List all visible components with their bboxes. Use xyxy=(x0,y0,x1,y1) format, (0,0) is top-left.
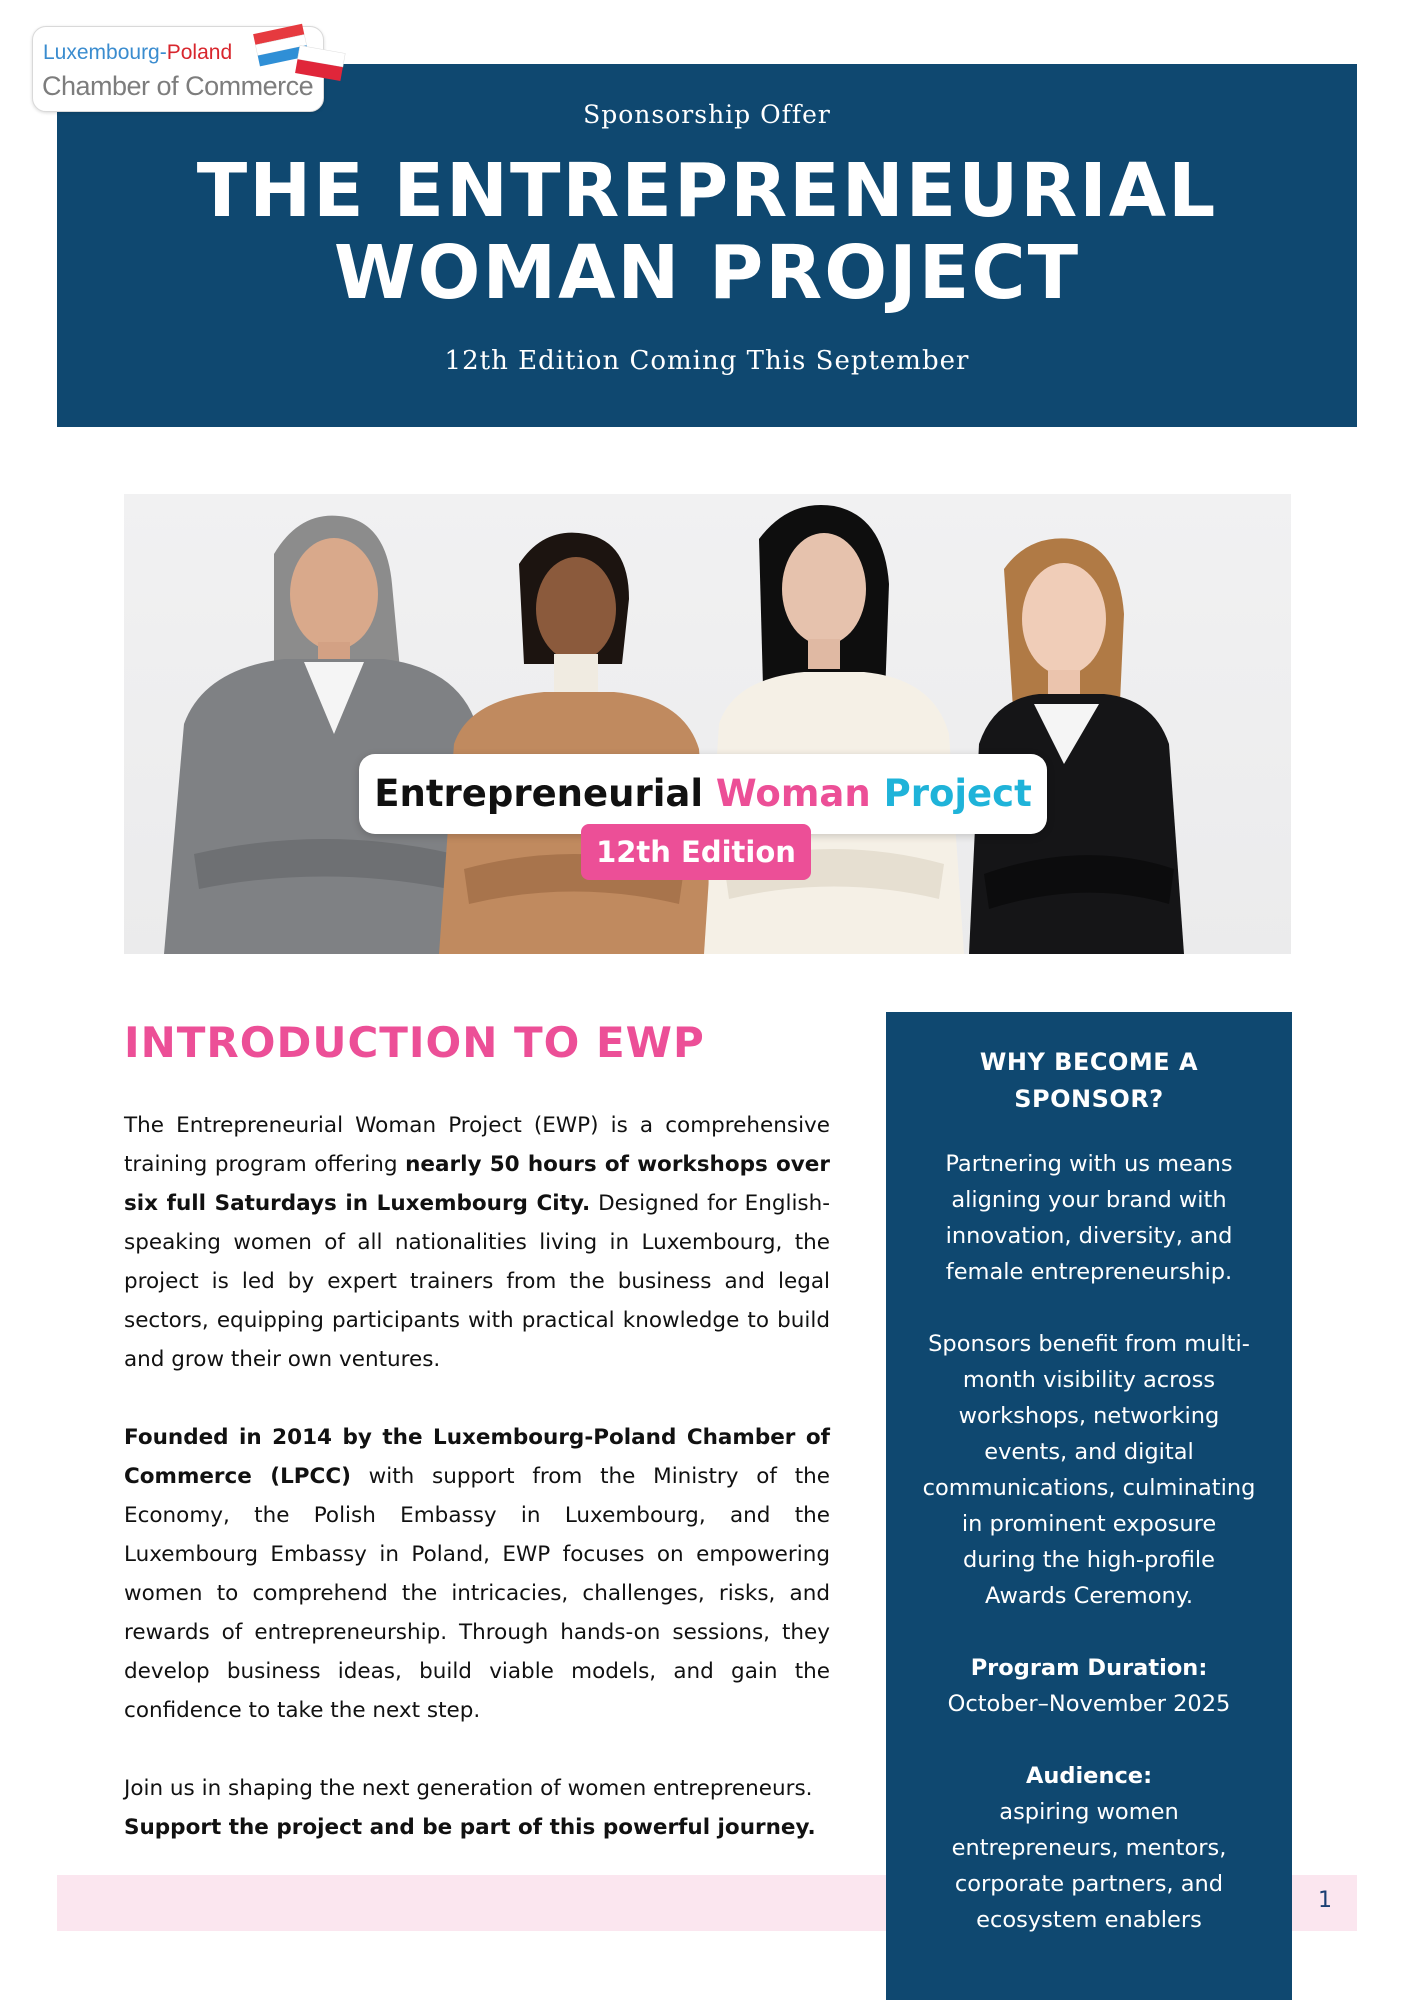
badge-word-entrepreneurial: Entrepreneurial xyxy=(374,772,704,815)
intro-paragraph-3: Join us in shaping the next generation of women entrepreneurs. Support the project and be part of this powerful journey. xyxy=(124,1776,816,1840)
badge-word-project: Project xyxy=(883,772,1032,815)
sidebar-paragraph-1: Partnering with us means aligning your brand with innovation, diversity, and female entrepreneurship. xyxy=(945,1151,1233,1285)
hero-kicker: Sponsorship Offer xyxy=(583,100,831,129)
sidebar-title: WHY BECOME A SPONSOR? xyxy=(979,1048,1199,1113)
flags-icon xyxy=(249,19,349,89)
sidebar-paragraph-2: Sponsors benefit from multi-month visibility across workshops, networking events, and digital communications, culminating in prominent exposure during the high-profile Awards Ceremony. xyxy=(922,1331,1256,1609)
intro-heading: INTRODUCTION TO EWP xyxy=(124,1018,705,1067)
sidebar-body xyxy=(922,1146,1256,1974)
hero-title-line-2: WOMAN PROJECT xyxy=(333,230,1081,316)
program-duration xyxy=(922,1650,1256,1722)
hero-subtitle: 12th Edition Coming This September xyxy=(444,346,970,376)
intro-paragraph-1: The Entrepreneurial Woman Project (EWP) is a comprehensive training program offering nearly 50 hours of workshops over six full Saturdays in Luxembourg City. Designed for English-speaking women of all nationalities living in Luxembourg, the project is led by expert trainers from the business and legal sectors, equipping participants with practical knowledge to build and grow their own ventures. xyxy=(124,1113,830,1372)
hero-title-line-1: THE ENTREPRENEURIAL xyxy=(196,148,1218,234)
logo-dash: - xyxy=(159,41,167,64)
hero-title xyxy=(57,150,1357,314)
intro-body xyxy=(124,1106,830,1847)
audience xyxy=(922,1758,1256,1938)
badge-word-woman: Woman xyxy=(715,772,871,815)
project-photo xyxy=(124,494,1291,954)
duration-label: Program Duration: xyxy=(970,1655,1208,1681)
duration-value: October–November 2025 xyxy=(947,1691,1231,1717)
woman-figure-3 xyxy=(704,505,964,954)
woman-figure-2 xyxy=(439,533,714,954)
project-title-badge xyxy=(359,754,1047,834)
edition-badge: 12th Edition xyxy=(581,824,811,880)
page-number: 1 xyxy=(1318,1888,1332,1913)
women-group-illustration xyxy=(124,494,1291,954)
sponsor-sidebar xyxy=(886,1012,1292,2000)
hero-banner xyxy=(57,64,1357,427)
woman-figure-4 xyxy=(969,538,1184,954)
audience-label: Audience: xyxy=(1025,1763,1153,1789)
logo-luxembourg-text: Luxembourg xyxy=(43,41,160,64)
chamber-logo xyxy=(32,26,324,112)
audience-value: aspiring women entrepreneurs, mentors, corporate partners, and ecosystem enablers xyxy=(951,1799,1227,1933)
logo-poland-text: Poland xyxy=(166,41,233,64)
logo-line-2: Chamber of Commerce xyxy=(42,71,314,101)
intro-paragraph-2: Founded in 2014 by the Luxembourg-Poland Chamber of Commerce (LPCC) with support from the Ministry of the Economy, the Polish Embassy in Luxembourg, and the Luxembourg Embassy in Poland, EWP focuses on empowering women to comprehend the intricacies, challenges, risks, and rewards of entrepreneurship. Through hands-on sessions, they develop business ideas, build viable models, and gain the confidence to take the next step. xyxy=(124,1425,830,1723)
logo-line-1 xyxy=(43,41,232,65)
